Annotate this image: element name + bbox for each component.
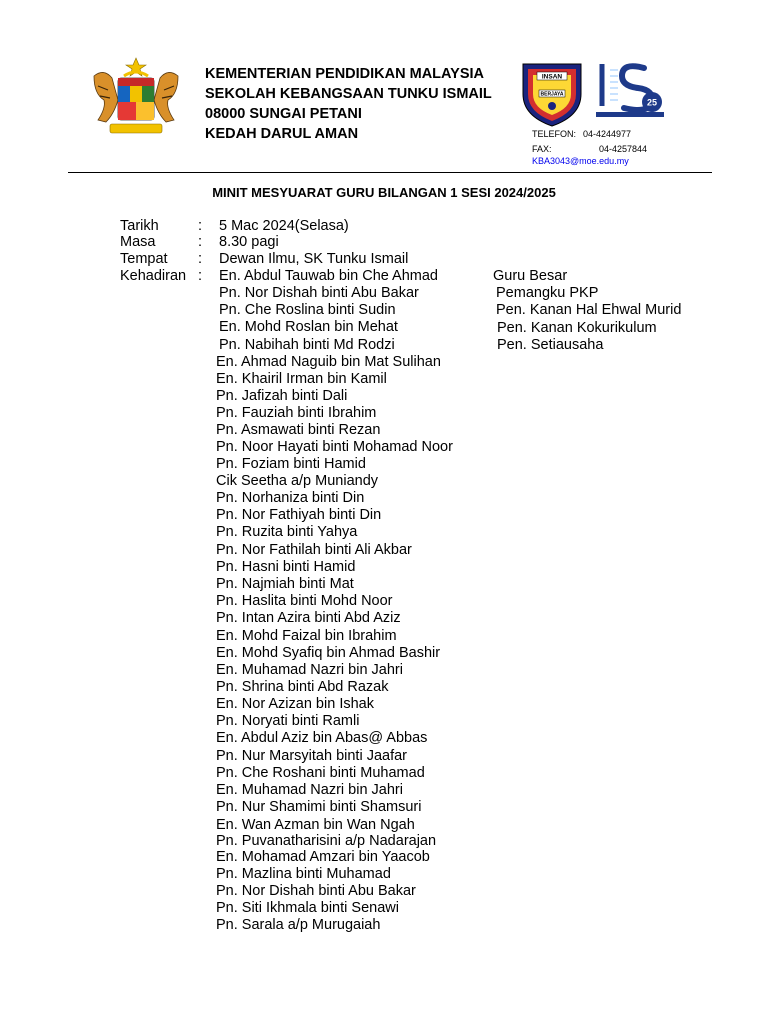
school-shield-logo bbox=[519, 60, 585, 128]
attendee-item: Pn. Che Roshani binti Muhamad bbox=[216, 765, 425, 781]
attendee-item: En. Khairil Irman bin Kamil bbox=[216, 371, 387, 387]
attendee-item: Pn. Puvanatharisini a/p Nadarajan bbox=[216, 833, 437, 849]
school-logo-motto-top: INSAN bbox=[541, 73, 563, 81]
kehadiran-colon: : bbox=[198, 268, 203, 284]
masa-colon: : bbox=[198, 234, 203, 250]
attendee-item: Pn. Nor Dishah binti Abu Bakar bbox=[219, 285, 419, 301]
tarikh-colon: : bbox=[198, 218, 203, 234]
anniversary-logo bbox=[594, 58, 666, 118]
attendee-item: En. Wan Azman bin Wan Ngah bbox=[216, 817, 415, 833]
attendee-item: Pn. Najmiah binti Mat bbox=[216, 576, 354, 592]
coat-of-arms-logo bbox=[84, 56, 188, 136]
role-item: Pemangku PKP bbox=[496, 285, 599, 301]
attendee-item: Pn. Che Roslina binti Sudin bbox=[219, 302, 396, 318]
attendee-item: Pn. Siti Ikhmala binti Senawi bbox=[216, 900, 399, 916]
document-title: MINIT MESYUARAT GURU BILANGAN 1 SESI 2024/2025 bbox=[212, 185, 556, 200]
role-item: Pen. Setiausaha bbox=[497, 337, 604, 353]
anniversary-number: 25 bbox=[646, 97, 658, 108]
attendee-item: Pn. Fauziah binti Ibrahim bbox=[216, 405, 377, 421]
attendee-item: En. Mohd Faizal bin Ibrahim bbox=[216, 628, 397, 644]
attendee-item: En. Nor Azizan bin Ishak bbox=[216, 696, 374, 712]
tempat-label: Tempat bbox=[120, 251, 168, 267]
attendee-item: Pn. Norhaniza binti Din bbox=[216, 490, 365, 506]
fax-label: FAX: bbox=[532, 144, 552, 154]
attendee-item: En. Abdul Tauwab bin Che Ahmad bbox=[219, 268, 439, 284]
ministry-name: KEMENTERIAN PENDIDIKAN MALAYSIA bbox=[205, 66, 485, 82]
fax-value: 04-4257844 bbox=[599, 144, 648, 154]
attendee-item: En. Abdul Aziz bin Abas@ Abbas bbox=[216, 730, 428, 746]
attendee-item: Pn. Hasni binti Hamid bbox=[216, 559, 356, 575]
email-link[interactable]: KBA3043@moe.edu.my bbox=[532, 156, 629, 166]
attendee-item: Pn. Nor Fathiyah binti Din bbox=[216, 507, 382, 523]
school-name: SEKOLAH KEBANGSAAN TUNKU ISMAIL bbox=[205, 86, 492, 102]
masa-value: 8.30 pagi bbox=[219, 234, 279, 250]
attendee-item: En. Ahmad Naguib bin Mat Sulihan bbox=[216, 354, 441, 370]
role-item: Pen. Kanan Kokurikulum bbox=[497, 320, 657, 336]
telefon-label: TELEFON: bbox=[532, 129, 577, 139]
attendee-item: Pn. Asmawati binti Rezan bbox=[216, 422, 381, 438]
school-postcode-city: 08000 SUNGAI PETANI bbox=[205, 106, 362, 122]
attendee-item: Pn. Nur Shamimi binti Shamsuri bbox=[216, 799, 422, 815]
tarikh-label: Tarikh bbox=[120, 218, 159, 234]
attendee-item: Pn. Jafizah binti Dali bbox=[216, 388, 348, 404]
school-state: KEDAH DARUL AMAN bbox=[205, 126, 359, 142]
school-logo-motto-mid: BERJAYA bbox=[540, 91, 564, 98]
attendee-item: Pn. Nabihah binti Md Rodzi bbox=[219, 337, 395, 353]
tarikh-value: 5 Mac 2024(Selasa) bbox=[219, 218, 349, 234]
role-item: Pen. Kanan Hal Ehwal Murid bbox=[496, 302, 682, 318]
masa-label: Masa bbox=[120, 234, 156, 250]
attendee-item: Pn. Mazlina binti Muhamad bbox=[216, 866, 391, 882]
header-divider bbox=[68, 172, 712, 173]
telefon-value: 04-4244977 bbox=[583, 129, 632, 139]
attendee-item: Pn. Nor Fathilah binti Ali Akbar bbox=[216, 542, 412, 558]
attendee-item: Pn. Ruzita binti Yahya bbox=[216, 524, 358, 540]
attendee-item: En. Mohd Roslan bin Mehat bbox=[219, 319, 398, 335]
attendee-item: Pn. Nor Dishah binti Abu Bakar bbox=[216, 883, 416, 899]
attendee-item: En. Muhamad Nazri bin Jahri bbox=[216, 662, 403, 678]
tempat-value: Dewan Ilmu, SK Tunku Ismail bbox=[219, 251, 409, 267]
attendee-item: Pn. Intan Azira binti Abd Aziz bbox=[216, 610, 401, 626]
tempat-colon: : bbox=[198, 251, 203, 267]
attendee-item: En. Mohd Syafiq bin Ahmad Bashir bbox=[216, 645, 441, 661]
attendee-item: Pn. Nur Marsyitah binti Jaafar bbox=[216, 748, 407, 764]
attendee-item: Pn. Foziam binti Hamid bbox=[216, 456, 366, 472]
attendee-item: Cik Seetha a/p Muniandy bbox=[216, 473, 379, 489]
attendee-item: Pn. Sarala a/p Murugaiah bbox=[216, 917, 381, 933]
kehadiran-label: Kehadiran bbox=[120, 268, 187, 284]
attendee-item: En. Muhamad Nazri bin Jahri bbox=[216, 782, 403, 798]
attendee-item: Pn. Shrina binti Abd Razak bbox=[216, 679, 389, 695]
attendee-item: Pn. Haslita binti Mohd Noor bbox=[216, 593, 393, 609]
role-item: Guru Besar bbox=[493, 268, 568, 284]
attendee-item: En. Mohamad Amzari bin Yaacob bbox=[216, 849, 430, 865]
attendee-item: Pn. Noor Hayati binti Mohamad Noor bbox=[216, 439, 453, 455]
attendee-item: Pn. Noryati binti Ramli bbox=[216, 713, 360, 729]
